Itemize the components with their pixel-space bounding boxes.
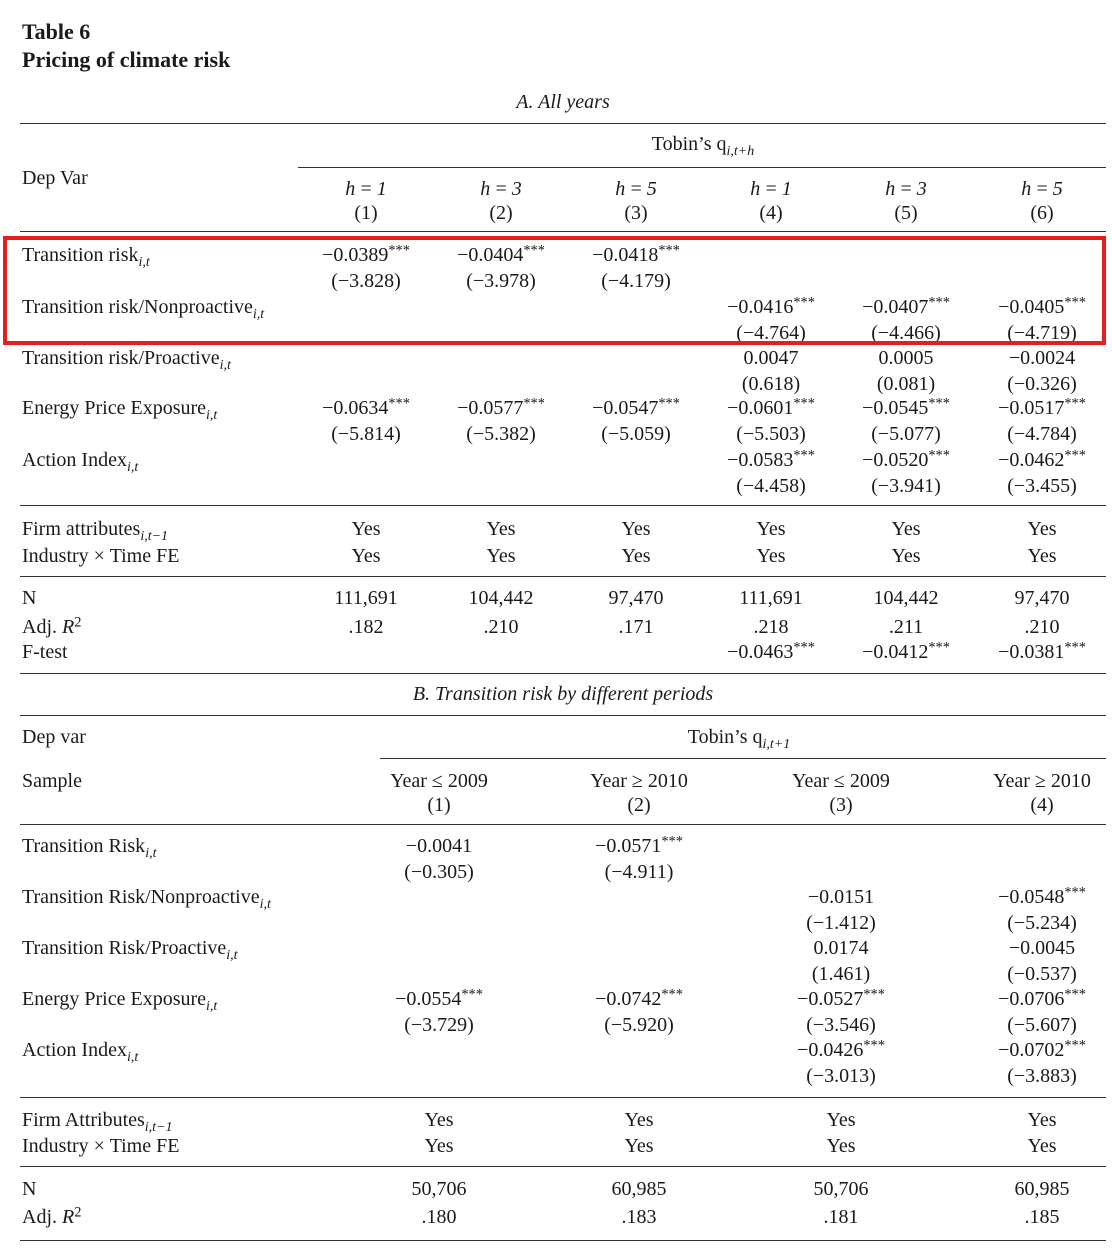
- panel-b-top-rule: [20, 715, 1106, 716]
- t-stat-cell: (−3.013): [806, 1065, 876, 1087]
- t-stat-cell: (−3.883): [1007, 1065, 1077, 1087]
- t-stat-cell: (−0.537): [1007, 963, 1077, 985]
- column-sample: Year ≤ 2009: [792, 770, 890, 792]
- control-value: Yes: [624, 1109, 654, 1131]
- t-stat-cell: (−3.729): [404, 1014, 474, 1036]
- control-value: Yes: [424, 1135, 454, 1157]
- coefficient-cell: −0.0462***: [998, 447, 1086, 471]
- panel-a-caption: A. All years: [516, 91, 610, 113]
- column-horizon: h = 3: [885, 178, 927, 200]
- control-value: Yes: [486, 545, 516, 567]
- coefficient-cell: −0.0601***: [727, 395, 815, 419]
- control-label: Firm Attributes$_{i,t-1}$: [22, 1109, 173, 1135]
- t-stat-cell: (−5.077): [871, 423, 941, 445]
- control-label: Industry × Time FE: [22, 545, 180, 567]
- coefficient-cell: −0.0389***: [322, 242, 410, 266]
- column-horizon: h = 5: [615, 178, 657, 200]
- coefficient-cell: 0.0005: [878, 347, 934, 369]
- column-number: (1): [354, 202, 378, 224]
- column-horizon: h = 1: [750, 178, 792, 200]
- n-value: 97,470: [608, 587, 664, 609]
- coefficient-cell: −0.0548***: [998, 884, 1086, 908]
- coefficient-cell: −0.0024: [1008, 347, 1076, 369]
- coefficient-cell: −0.0583***: [727, 447, 815, 471]
- t-stat-cell: (−3.546): [806, 1014, 876, 1036]
- n-value: 111,691: [334, 587, 398, 609]
- coefficient-cell: −0.0151: [807, 886, 875, 908]
- panel-a-top-rule: [20, 123, 1106, 124]
- control-label: Industry × Time FE: [22, 1135, 180, 1157]
- panel-a-bottom-rule: [20, 673, 1106, 674]
- control-value: Yes: [756, 518, 786, 540]
- panel-b-stats-rule: [20, 1166, 1106, 1167]
- control-value: Yes: [621, 518, 651, 540]
- t-stat-cell: (−0.305): [404, 861, 474, 883]
- n-value: 50,706: [813, 1178, 869, 1200]
- n-value: 97,470: [1014, 587, 1070, 609]
- adj-r2-value: .181: [823, 1206, 859, 1228]
- t-stat-cell: (0.081): [876, 373, 936, 395]
- t-stat-cell: (−5.607): [1007, 1014, 1077, 1036]
- adj-r2-value: .182: [348, 616, 384, 638]
- panel-b-header-rule: [20, 824, 1106, 825]
- coefficient-cell: −0.0404***: [457, 242, 545, 266]
- column-number: (3): [624, 202, 648, 224]
- row-label: Action Index$_{i,t}$: [22, 449, 139, 475]
- row-label: Transition Risk/Proactive$_{i,t}$: [22, 937, 238, 963]
- panel-b-header-subrule: [380, 758, 1106, 759]
- coefficient-cell: −0.0547***: [592, 395, 680, 419]
- n-value: 60,985: [611, 1178, 667, 1200]
- coefficient-cell: −0.0520***: [862, 447, 950, 471]
- column-number: (4): [1030, 794, 1054, 816]
- panel-b-bottom-rule: [20, 1240, 1106, 1241]
- n-value: 104,442: [873, 587, 939, 609]
- control-value: Yes: [891, 545, 921, 567]
- coefficient-cell: −0.0634***: [322, 395, 410, 419]
- coefficient-cell: −0.0742***: [595, 986, 683, 1010]
- n-label: N: [22, 587, 37, 609]
- panel-b-caption: B. Transition risk by different periods: [412, 683, 714, 705]
- panel-a-controls-rule: [20, 505, 1106, 506]
- coefficient-cell: −0.0418***: [592, 242, 680, 266]
- t-stat-cell: (−4.466): [871, 322, 941, 344]
- t-stat-cell: (0.618): [741, 373, 801, 395]
- coefficient-cell: −0.0416***: [727, 294, 815, 318]
- adj-r2-value: .180: [421, 1206, 457, 1228]
- coefficient-cell: −0.0407***: [862, 294, 950, 318]
- panel-b-dep-var: Tobin’s $q_{i,t+1}$: [687, 726, 791, 752]
- control-label: Firm attributes$_{i,t-1}$: [22, 518, 169, 544]
- t-stat-cell: (−1.412): [806, 912, 876, 934]
- panel-a-stats-rule: [20, 576, 1106, 577]
- coefficient-cell: −0.0517***: [998, 395, 1086, 419]
- adj-r2-value: .211: [888, 616, 924, 638]
- adj-r2-value: .218: [753, 616, 789, 638]
- t-stat-cell: (−5.814): [331, 423, 401, 445]
- table-title: Pricing of climate risk: [22, 47, 231, 72]
- control-value: Yes: [424, 1109, 454, 1131]
- n-label: N: [22, 1178, 37, 1200]
- n-value: 104,442: [468, 587, 534, 609]
- adj-r2-value: .210: [1024, 616, 1060, 638]
- t-stat-cell: (−4.911): [604, 861, 674, 883]
- row-label: Transition risk/Nonproactive$_{i,t}$: [22, 296, 265, 322]
- column-number: (2): [627, 794, 651, 816]
- column-horizon: h = 1: [345, 178, 387, 200]
- f-test-label: F-test: [22, 641, 68, 663]
- panel-a-header-rule: [20, 231, 1106, 232]
- adj-r2-label: Adj. $R^2$: [22, 1204, 82, 1228]
- t-stat-cell: (−3.828): [331, 270, 401, 292]
- control-value: Yes: [351, 545, 381, 567]
- panel-b-dep-var-label: Dep var: [22, 726, 86, 748]
- coefficient-cell: 0.0174: [813, 937, 869, 959]
- t-stat-cell: (1.461): [811, 963, 871, 985]
- t-stat-cell: (−3.978): [466, 270, 536, 292]
- f-test-value: −0.0463***: [727, 639, 815, 663]
- coefficient-cell: −0.0405***: [998, 294, 1086, 318]
- t-stat-cell: (−5.234): [1007, 912, 1077, 934]
- control-value: Yes: [621, 545, 651, 567]
- column-sample: Year ≤ 2009: [390, 770, 488, 792]
- control-value: Yes: [486, 518, 516, 540]
- control-value: Yes: [756, 545, 786, 567]
- t-stat-cell: (−4.784): [1007, 423, 1077, 445]
- t-stat-cell: (−5.382): [466, 423, 536, 445]
- control-value: Yes: [1027, 518, 1057, 540]
- column-number: (3): [829, 794, 853, 816]
- f-test-value: −0.0412***: [862, 639, 950, 663]
- t-stat-cell: (−4.179): [601, 270, 671, 292]
- column-number: (6): [1030, 202, 1054, 224]
- t-stat-cell: (−5.059): [601, 423, 671, 445]
- coefficient-cell: −0.0426***: [797, 1037, 885, 1061]
- control-value: Yes: [1027, 545, 1057, 567]
- column-number: (2): [489, 202, 513, 224]
- control-value: Yes: [826, 1109, 856, 1131]
- row-label: Energy Price Exposure$_{i,t}$: [22, 988, 218, 1014]
- row-label: Transition Risk$_{i,t}$: [22, 835, 157, 861]
- row-label: Action Index$_{i,t}$: [22, 1039, 139, 1065]
- row-label: Energy Price Exposure$_{i,t}$: [22, 397, 218, 423]
- column-sample: Year ≥ 2010: [590, 770, 688, 792]
- coefficient-cell: 0.0047: [743, 347, 799, 369]
- control-value: Yes: [891, 518, 921, 540]
- n-value: 60,985: [1014, 1178, 1070, 1200]
- t-stat-cell: (−4.719): [1007, 322, 1077, 344]
- row-label: Transition Risk/Nonproactive$_{i,t}$: [22, 886, 271, 912]
- row-label: Transition risk$_{i,t}$: [22, 244, 150, 270]
- column-sample: Year ≥ 2010: [993, 770, 1091, 792]
- adj-r2-value: .171: [618, 616, 654, 638]
- column-horizon: h = 5: [1021, 178, 1063, 200]
- f-test-value: −0.0381***: [998, 639, 1086, 663]
- adj-r2-value: .185: [1024, 1206, 1060, 1228]
- control-value: Yes: [1027, 1135, 1057, 1157]
- panel-a-header-subrule: [298, 167, 1106, 168]
- panel-b-controls-rule: [20, 1097, 1106, 1098]
- coefficient-cell: −0.0045: [1008, 937, 1076, 959]
- row-label: Transition risk/Proactive$_{i,t}$: [22, 347, 231, 373]
- t-stat-cell: (−5.920): [604, 1014, 674, 1036]
- column-horizon: h = 3: [480, 178, 522, 200]
- column-number: (4): [759, 202, 783, 224]
- coefficient-cell: −0.0545***: [862, 395, 950, 419]
- coefficient-cell: −0.0527***: [797, 986, 885, 1010]
- coefficient-cell: −0.0577***: [457, 395, 545, 419]
- coefficient-cell: −0.0702***: [998, 1037, 1086, 1061]
- column-number: (1): [427, 794, 451, 816]
- adj-r2-value: .210: [483, 616, 519, 638]
- t-stat-cell: (−0.326): [1007, 373, 1077, 395]
- n-value: 111,691: [739, 587, 803, 609]
- table-label: Table 6: [22, 19, 91, 44]
- coefficient-cell: −0.0041: [405, 835, 473, 857]
- coefficient-cell: −0.0571***: [595, 833, 683, 857]
- panel-b-sample-label: Sample: [22, 770, 82, 792]
- t-stat-cell: (−4.764): [736, 322, 806, 344]
- control-value: Yes: [351, 518, 381, 540]
- t-stat-cell: (−5.503): [736, 423, 806, 445]
- coefficient-cell: −0.0554***: [395, 986, 483, 1010]
- coefficient-cell: −0.0706***: [998, 986, 1086, 1010]
- control-value: Yes: [1027, 1109, 1057, 1131]
- t-stat-cell: (−4.458): [736, 475, 806, 497]
- panel-a-dep-var: Tobin’s $q_{i,t+h}$: [651, 133, 755, 159]
- control-value: Yes: [624, 1135, 654, 1157]
- n-value: 50,706: [411, 1178, 467, 1200]
- column-number: (5): [894, 202, 918, 224]
- t-stat-cell: (−3.941): [871, 475, 941, 497]
- control-value: Yes: [826, 1135, 856, 1157]
- adj-r2-value: .183: [621, 1206, 657, 1228]
- adj-r2-label: Adj. $R^2$: [22, 614, 82, 638]
- t-stat-cell: (−3.455): [1007, 475, 1077, 497]
- panel-a-dep-var-label: Dep Var: [22, 167, 88, 189]
